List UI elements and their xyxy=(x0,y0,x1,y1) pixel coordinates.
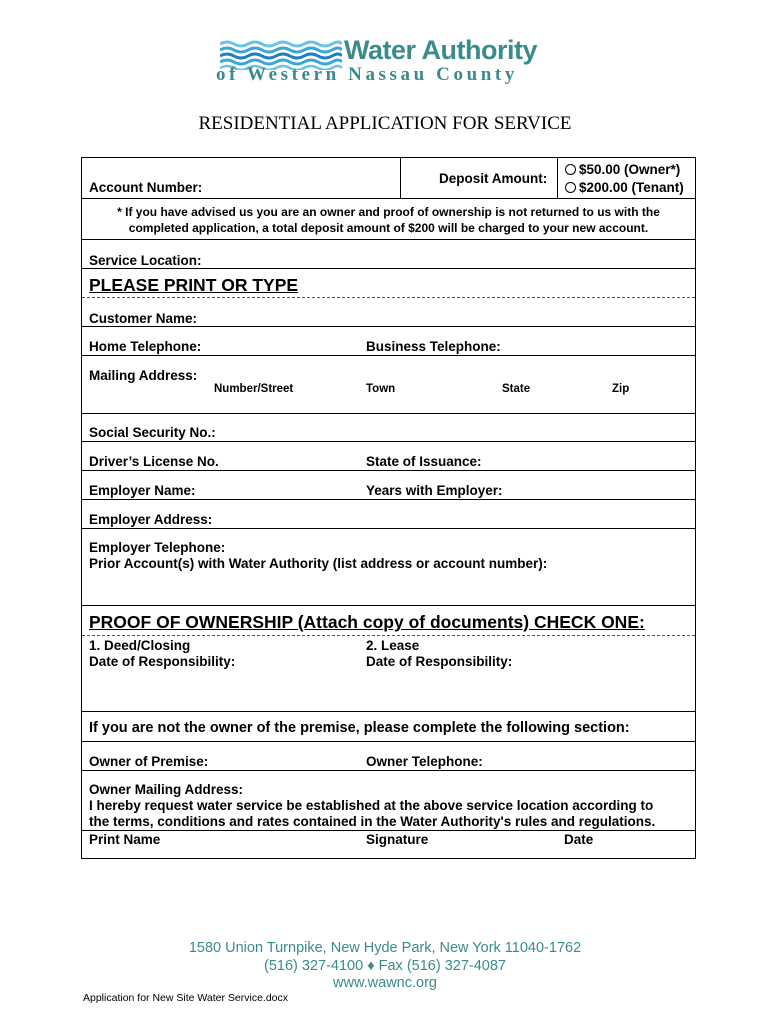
footer-address: 1580 Union Turnpike, New Hyde Park, New York 11040-1762 xyxy=(188,940,582,956)
drivers-license-row xyxy=(82,442,695,471)
lease-date-responsibility-label: Date of Responsibility: xyxy=(366,654,513,669)
employer-telephone-row xyxy=(82,529,695,606)
deed-lease-row xyxy=(82,636,695,712)
zip-label: Zip xyxy=(612,383,630,395)
request-line1: I hereby request water service be established at the above service location according to xyxy=(89,798,654,813)
proof-of-ownership-heading: PROOF OF OWNERSHIP (Attach copy of documents) CHECK ONE: xyxy=(89,612,645,632)
date-label: Date xyxy=(564,832,594,847)
account-number-label: Account Number: xyxy=(89,180,203,195)
radio-icon[interactable] xyxy=(565,164,576,175)
lease-label: 2. Lease xyxy=(366,638,420,653)
owner-of-premise-row xyxy=(82,742,695,771)
state-of-issuance-label: State of Issuance: xyxy=(366,454,482,469)
town-label: Town xyxy=(366,383,396,395)
footer-phone-fax: (516) 327-4100 ♦ Fax (516) 327-4087 xyxy=(264,958,506,974)
service-location-label: Service Location: xyxy=(89,253,202,268)
business-telephone-label: Business Telephone: xyxy=(366,339,501,354)
ssn-label: Social Security No.: xyxy=(89,425,216,440)
logo-subtitle: of Western Nassau County xyxy=(216,64,518,85)
proof-heading-row xyxy=(82,606,695,636)
logo xyxy=(214,34,564,88)
print-heading: PLEASE PRINT OR TYPE xyxy=(89,275,299,295)
not-owner-heading-row xyxy=(82,712,695,742)
deposit-amount-label: Deposit Amount: xyxy=(439,171,548,186)
owner-mailing-address-label: Owner Mailing Address: xyxy=(89,782,244,797)
footer-website[interactable]: www.wawnc.org xyxy=(333,975,437,991)
divider xyxy=(400,158,401,198)
deed-closing-label: 1. Deed/Closing xyxy=(89,638,191,653)
employer-address-row xyxy=(82,500,695,529)
owner-of-premise-label: Owner of Premise: xyxy=(89,754,209,769)
logo-name: Water Authority xyxy=(344,35,537,65)
account-deposit-row xyxy=(82,158,695,199)
service-location-row xyxy=(82,240,695,269)
mailing-address-row xyxy=(82,356,695,414)
divider xyxy=(557,158,558,198)
request-line2: the terms, conditions and rates contained in the Water Authority's rules and regulations. xyxy=(89,814,656,829)
document-name: Application for New Site Water Service.docx xyxy=(83,992,289,1004)
not-owner-heading: If you are not the owner of the premise, please complete the following section: xyxy=(89,720,630,736)
application-form xyxy=(81,157,696,859)
deed-date-responsibility-label: Date of Responsibility: xyxy=(89,654,236,669)
years-with-employer-label: Years with Employer: xyxy=(366,483,503,498)
number-street-label: Number/Street xyxy=(214,383,294,395)
home-telephone-label: Home Telephone: xyxy=(89,339,202,354)
customer-name-label: Customer Name: xyxy=(89,311,198,326)
customer-name-row xyxy=(82,298,695,327)
signature-label: Signature xyxy=(366,832,429,847)
print-heading-row xyxy=(82,269,695,298)
deposit-tenant-label: $200.00 (Tenant) xyxy=(579,180,684,195)
form-title: RESIDENTIAL APPLICATION FOR SERVICE xyxy=(198,113,572,134)
deposit-note-line1: * If you have advised us you are an owner and proof of ownership is not returned to us with the xyxy=(117,205,660,219)
deposit-note-row xyxy=(82,199,695,240)
employer-name-label: Employer Name: xyxy=(89,483,196,498)
deposit-owner-option[interactable] xyxy=(565,162,680,177)
drivers-license-label: Driver’s License No. xyxy=(89,454,219,469)
telephone-row xyxy=(82,327,695,356)
deposit-owner-label: $50.00 (Owner*) xyxy=(579,162,681,177)
employer-telephone-label: Employer Telephone: xyxy=(89,540,226,555)
prior-accounts-label: Prior Account(s) with Water Authority (list address or account number): xyxy=(89,556,548,571)
signature-row xyxy=(82,831,695,859)
deposit-tenant-option[interactable] xyxy=(565,180,684,195)
mailing-address-label: Mailing Address: xyxy=(89,368,198,383)
ssn-row xyxy=(82,414,695,442)
owner-telephone-label: Owner Telephone: xyxy=(366,754,483,769)
print-name-label: Print Name xyxy=(89,832,161,847)
state-label: State xyxy=(502,383,531,395)
employer-address-label: Employer Address: xyxy=(89,512,213,527)
radio-icon[interactable] xyxy=(565,182,576,193)
deposit-note-line2: completed application, a total deposit amount of $200 will be charged to your new account. xyxy=(128,221,649,235)
owner-mailing-row xyxy=(82,771,695,831)
employer-name-row xyxy=(82,471,695,500)
